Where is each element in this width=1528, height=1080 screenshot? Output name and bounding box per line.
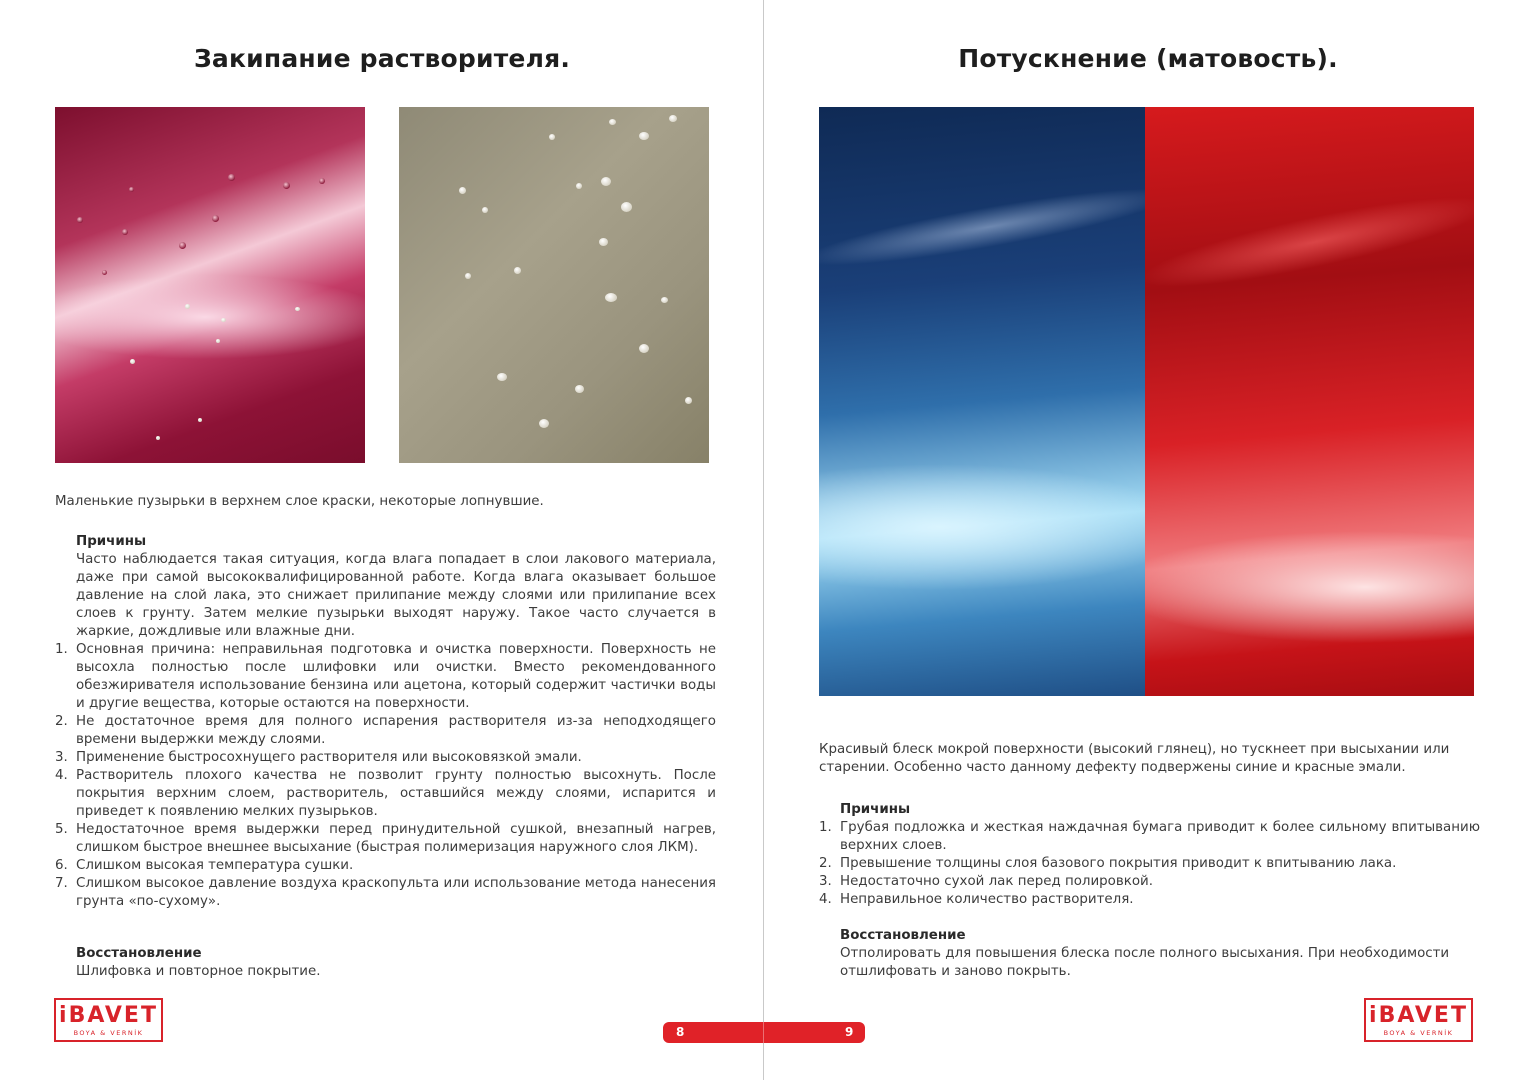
list-number: 1. <box>819 820 832 835</box>
bubble-mark <box>77 217 83 223</box>
caption-right: Красивый блеск мокрой поверхности (высокий глянец), но тускнеет при высыхании или старении. Особенно часто данному дефекту подвержены синие и красные эмали. <box>819 742 1450 775</box>
list-number: 5. <box>55 822 68 837</box>
logo-tagline: BOYA & VERNİK <box>1383 1029 1454 1037</box>
list-text: Неправильное количество растворителя. <box>840 892 1134 907</box>
page-number-right: 9 <box>845 1025 854 1039</box>
list-text: Применение быстросохнущего растворителя или высоковязкой эмали. <box>76 750 582 765</box>
highlight-streak <box>819 174 1145 279</box>
bubble-mark <box>185 304 190 309</box>
list-item <box>819 873 1480 891</box>
bubble-mark <box>156 436 160 440</box>
bubble-mark <box>295 307 300 311</box>
bubble-mark <box>198 418 202 422</box>
bubble-mark <box>122 229 128 235</box>
list-item <box>55 875 716 911</box>
list-item <box>55 749 716 767</box>
list-number: 4. <box>55 768 68 783</box>
logo-tagline: BOYA & VERNİK <box>73 1029 144 1037</box>
page-number-left: 8 <box>676 1025 685 1039</box>
list-text: Основная причина: неправильная подготовка и очистка поверхности. Поверхность не высохла полностью после шлифовки или очистки. Вместо рекомендованного обезжиривателя использование бензина или ацетона, который содержит частички воды и другие вещества, которые остаются на поверхности. <box>76 642 716 711</box>
list-text: Превышение толщины слоя базового покрытия приводит к впитыванию лака. <box>840 856 1397 871</box>
list-number: 2. <box>819 856 832 871</box>
logo-wordmark: iBAVET <box>1369 1003 1468 1028</box>
causes-list-left <box>55 641 716 911</box>
bubble-mark <box>669 115 677 122</box>
bubble-mark <box>576 183 582 189</box>
repair-heading-left: Восстановление <box>76 946 202 961</box>
bubble-mark <box>601 177 611 186</box>
bubble-mark <box>639 132 649 140</box>
bubble-mark <box>216 339 220 343</box>
list-item <box>819 891 1480 909</box>
bubble-mark <box>228 174 235 181</box>
bubble-mark <box>639 344 649 353</box>
causes-section-right <box>819 801 1480 909</box>
bubble-mark <box>129 187 134 192</box>
bubble-mark <box>130 359 135 364</box>
highlight-streak <box>1145 180 1474 304</box>
repair-text-left: Шлифовка и повторное покрытие. <box>76 964 321 979</box>
bubble-mark <box>283 182 290 189</box>
photo-dulling-blue <box>819 107 1145 696</box>
bubble-mark <box>482 207 488 213</box>
bubble-mark <box>497 373 507 381</box>
bubble-mark <box>539 419 549 428</box>
list-text: Не достаточное время для полного испарения растворителя из-за неподходящего времени выдержки между слоями. <box>76 714 716 747</box>
repair-section-right <box>840 927 1480 981</box>
list-text: Недостаточное время выдержки перед принудительной сушкой, внезапный нагрев, слишком быстрое внешнее высыхание (быстрая полимеризация наружного слоя ЛКМ). <box>76 822 716 855</box>
repair-text-right: Отполировать для повышения блеска после полного высыхания. При необходимости отшлифовать и заново покрыть. <box>840 946 1450 979</box>
photo-solvent-boil-beige <box>399 107 709 463</box>
list-item <box>55 767 716 821</box>
bubble-mark <box>465 273 471 279</box>
brand-logo-right <box>1364 998 1473 1042</box>
bubble-mark <box>685 397 692 404</box>
list-text: Грубая подложка и жесткая наждачная бумага приводит к более сильному впитыванию верхних слоев. <box>840 820 1480 853</box>
list-number: 3. <box>819 874 832 889</box>
list-number: 6. <box>55 858 68 873</box>
list-item <box>819 855 1480 873</box>
list-number: 2. <box>55 714 68 729</box>
bubble-mark <box>102 270 107 275</box>
logo-wordmark: iBAVET <box>59 1003 158 1028</box>
bubble-mark <box>212 215 219 222</box>
list-text: Слишком высокое давление воздуха краскопульта или использование метода нанесения грунта «по-сухому». <box>76 876 716 909</box>
page-number-tab <box>663 1022 865 1043</box>
bubble-mark <box>609 119 616 125</box>
list-item <box>55 713 716 749</box>
causes-list-right <box>819 819 1480 909</box>
list-item <box>819 819 1480 855</box>
list-text: Недостаточно сухой лак перед полировкой. <box>840 874 1153 889</box>
causes-intro-left: Часто наблюдается такая ситуация, когда влага попадает в слои лакового материала, даже при самой высококвалифицированной работе. Когда влага оказывает большое давление на слой лака, это снижает прилипание между слоями или прилипание всех слоев к грунту. Затем мелкие пузырьки выходят наружу. Такое часто случается в жаркие, дождливые или влажные дни. <box>76 552 716 639</box>
list-item <box>55 821 716 857</box>
bubble-mark <box>575 385 584 393</box>
causes-heading-left: Причины <box>76 534 147 549</box>
causes-section-left <box>55 533 716 911</box>
list-item <box>55 857 716 875</box>
bubble-mark <box>599 238 608 246</box>
page-title-left: Закипание растворителя. <box>193 44 571 73</box>
list-item <box>55 641 716 713</box>
page-gutter <box>763 0 764 1080</box>
repair-section-left <box>76 945 716 981</box>
bubble-mark <box>514 267 521 274</box>
bubble-mark <box>661 297 668 303</box>
page-title-right: Потускнение (матовость). <box>958 44 1338 73</box>
photo-solvent-boil-magenta <box>55 107 365 463</box>
list-text: Слишком высокая температура сушки. <box>76 858 354 873</box>
bubble-mark <box>319 178 325 184</box>
list-number: 4. <box>819 892 832 907</box>
list-number: 7. <box>55 876 68 891</box>
repair-heading-right: Восстановление <box>840 928 966 943</box>
bubble-mark <box>605 293 617 302</box>
caption-left: Маленькие пузырьки в верхнем слое краски, некоторые лопнувшие. <box>55 494 544 509</box>
bubble-mark <box>179 242 186 249</box>
bubble-mark <box>621 202 632 212</box>
bubble-mark <box>549 134 555 140</box>
list-number: 1. <box>55 642 68 657</box>
page-number-divider <box>763 1022 764 1043</box>
bubble-mark <box>459 187 466 194</box>
brand-logo-left <box>54 998 163 1042</box>
list-text: Растворитель плохого качества не позволит грунту полностью высохнуть. После покрытия верхним слоем, растворитель, оставшийся между слоями, испарится и приведет к появлению мелких пузырьков. <box>76 768 716 819</box>
list-number: 3. <box>55 750 68 765</box>
bubble-mark <box>221 318 226 322</box>
photo-dulling-red <box>1145 107 1474 696</box>
causes-heading-right: Причины <box>840 802 911 817</box>
